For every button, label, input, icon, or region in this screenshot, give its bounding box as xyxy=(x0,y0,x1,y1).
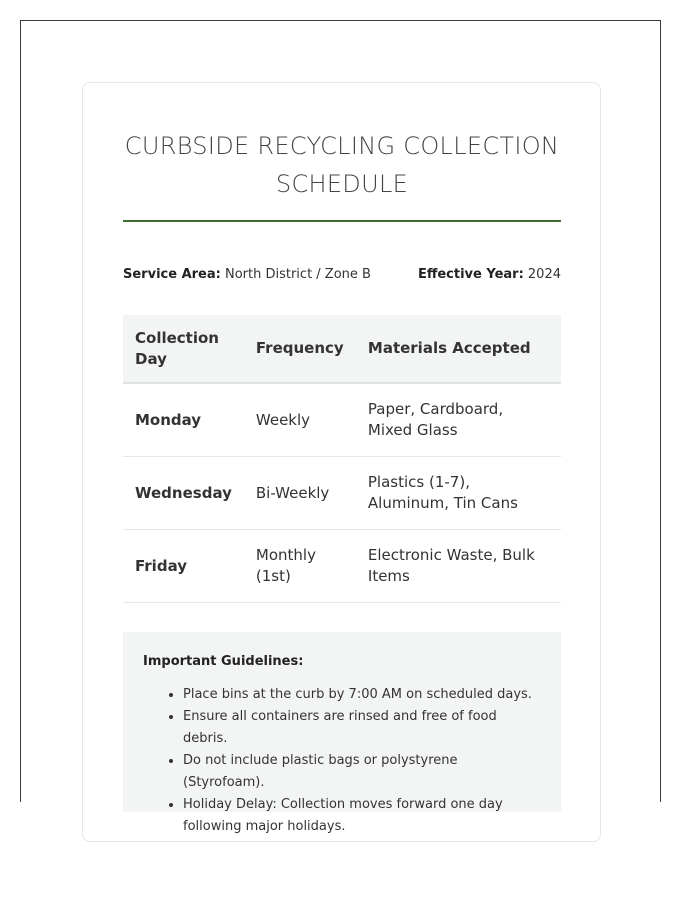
meta-row xyxy=(123,265,561,285)
collection-day: Wednesday xyxy=(123,457,244,530)
collection-day: Monday xyxy=(123,383,244,457)
materials-accepted: Paper, Cardboard, Mixed Glass xyxy=(356,383,561,457)
frequency: Bi-Weekly xyxy=(244,457,356,530)
effective-year xyxy=(418,265,561,285)
title-divider xyxy=(123,220,561,222)
list-item: • Do not include plastic bags or polystyrene (Styrofoam). xyxy=(183,750,541,794)
page-title: CURBSIDE RECYCLING COLLECTION SCHEDULE xyxy=(124,132,560,198)
guidelines-title: Important Guidelines: xyxy=(143,654,304,669)
guidelines-panel xyxy=(123,632,561,834)
frequency: Monthly (1st) xyxy=(244,530,356,603)
list-item: • Ensure all containers are rinsed and free of food debris. xyxy=(183,706,541,750)
table-row xyxy=(123,383,561,457)
column-header-day: Collection Day xyxy=(123,315,244,383)
column-header-frequency: Frequency xyxy=(244,315,356,383)
collection-day: Friday xyxy=(123,530,244,603)
table-row xyxy=(123,457,561,530)
schedule-card xyxy=(82,82,601,842)
column-header-materials: Materials Accepted xyxy=(356,315,561,383)
effective-year-label: Effective Year: xyxy=(417,267,524,282)
effective-year-value: 2024 xyxy=(523,267,561,282)
service-area-label: Service Area: xyxy=(123,267,221,282)
service-area-value: North District / Zone B xyxy=(220,267,371,282)
page-frame xyxy=(20,20,661,834)
table-row xyxy=(123,530,561,603)
list-item: • Place bins at the curb by 7:00 AM on scheduled days. xyxy=(183,684,541,706)
list-item: • Holiday Delay: Collection moves forward one day following major holidays. xyxy=(183,794,541,838)
service-area xyxy=(123,265,371,285)
materials-accepted: Plastics (1-7), Aluminum, Tin Cans xyxy=(356,457,561,530)
table-header-row xyxy=(123,315,561,383)
materials-accepted: Electronic Waste, Bulk Items xyxy=(356,530,561,603)
frequency: Weekly xyxy=(244,383,356,457)
schedule-table xyxy=(123,315,561,603)
guidelines-list xyxy=(143,684,541,838)
